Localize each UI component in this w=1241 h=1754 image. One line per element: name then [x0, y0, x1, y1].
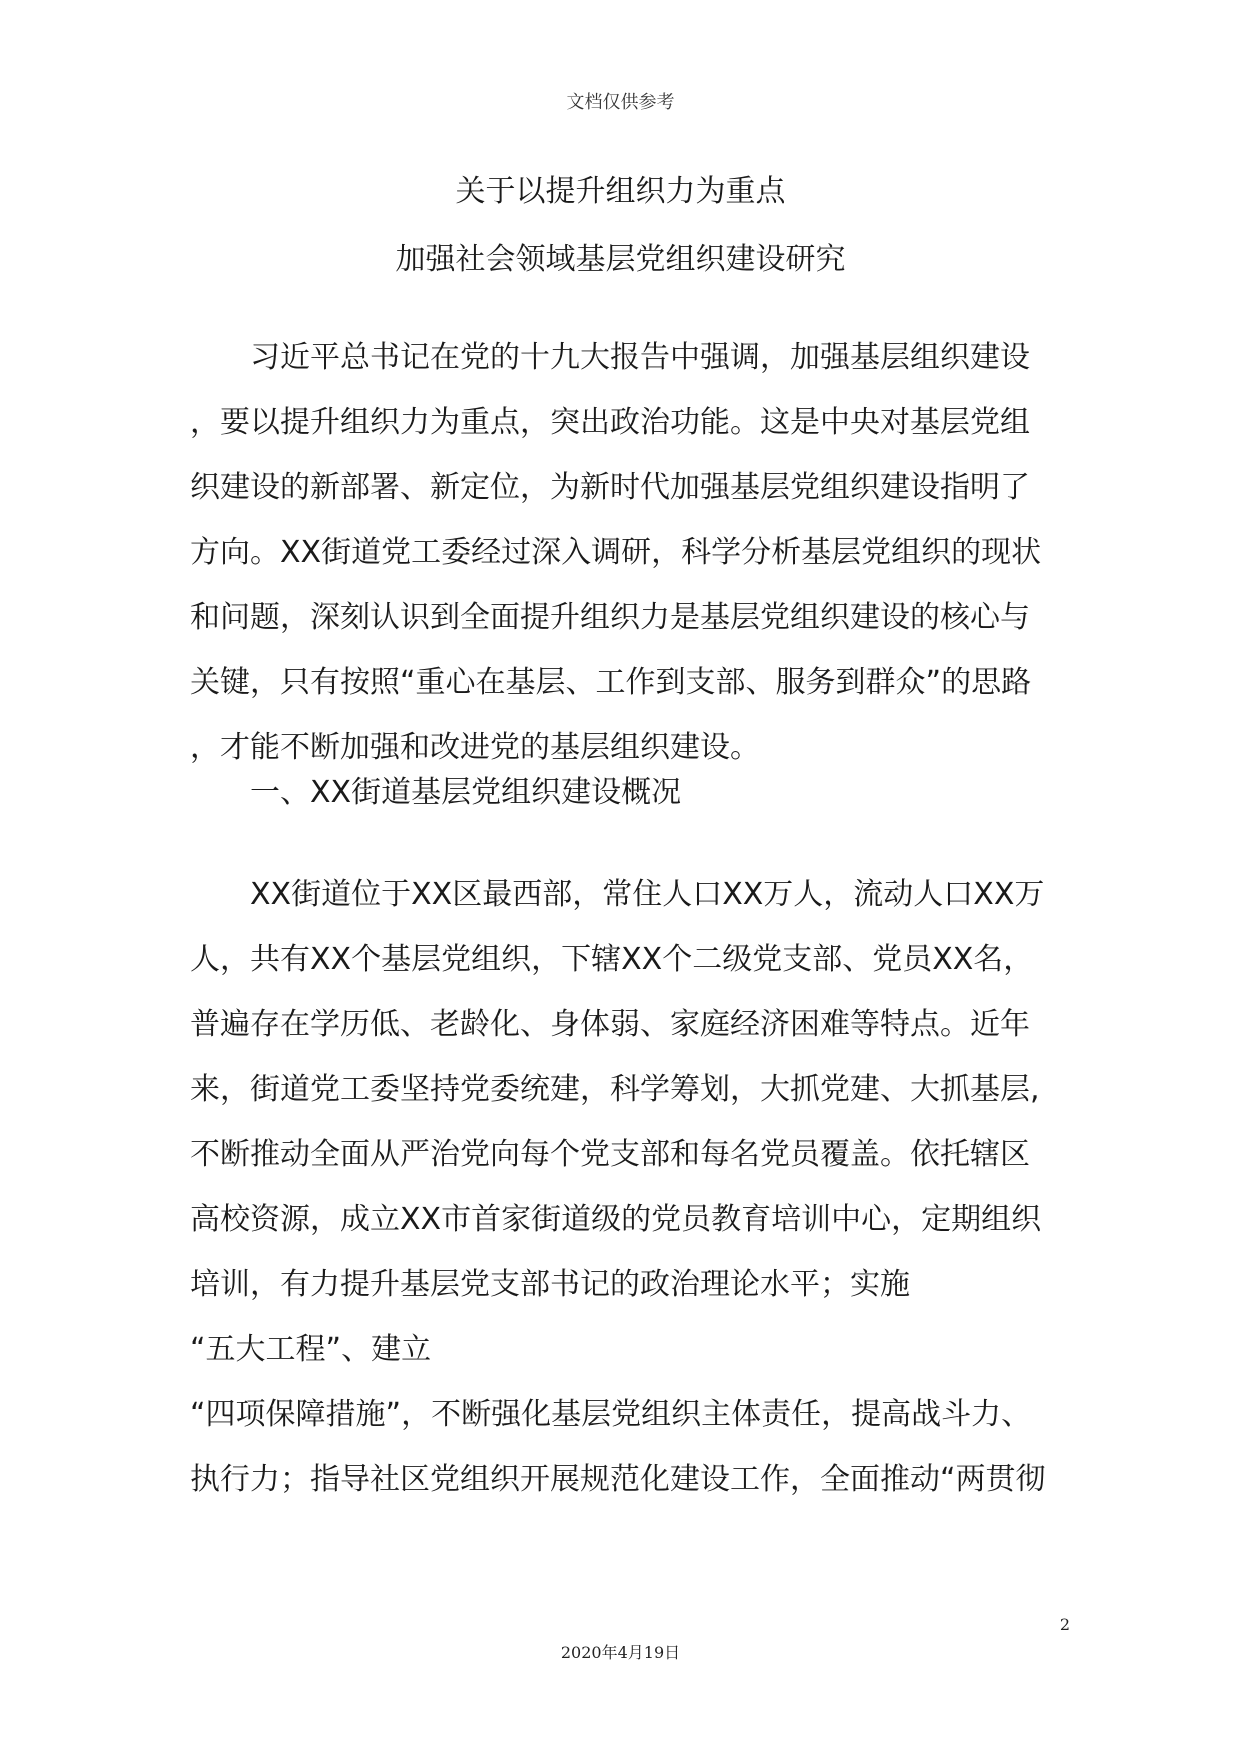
text-line: 人，共有XX个基层党组织，下辖XX个二级党支部、党员XX名， — [190, 942, 1034, 977]
text-line: 方向。XX街道党工委经过深入调研，科学分析基层党组织的现状 — [190, 535, 1042, 570]
paragraph-overview — [190, 862, 1070, 1512]
text-line: “四项保障措施”，不断强化基层党组织主体责任，提高战斗力、 — [190, 1397, 1032, 1432]
text-line: 来，街道党工委坚持党委统建，科学筹划，大抓党建、大抓基层, — [190, 1072, 1040, 1107]
document-title-line-2: 加强社会领域基层党组织建设研究 — [395, 242, 846, 277]
text-line: 执行力；指导社区党组织开展规范化建设工作，全面推动“两贯彻 — [190, 1462, 1046, 1497]
section-heading — [190, 760, 1070, 825]
text-line: 高校资源，成立XX市首家街道级的党员教育培训中心，定期组织 — [190, 1202, 1042, 1237]
text-line: XX街道位于XX区最西部，常住人口XX万人，流动人口XX万 — [250, 877, 1045, 912]
text-line: 织建设的新部署、新定位，为新时代加强基层党组织建设指明了 — [190, 470, 1030, 505]
header-note: 文档仅供参考 — [566, 92, 675, 113]
section-heading-text: 一、XX街道基层党组织建设概况 — [250, 775, 682, 810]
text-line: “五大工程”、建立 — [190, 1332, 432, 1367]
text-line: 培训，有力提升基层党支部书记的政治理论水平；实施 — [190, 1267, 910, 1302]
text-line: 普遍存在学历低、老龄化、身体弱、家庭经济困难等特点。近年 — [190, 1007, 1030, 1042]
text-line: 不断推动全面从严治党向每个党支部和每名党员覆盖。依托辖区 — [190, 1137, 1030, 1172]
footer-date: 2020年4月19日 — [560, 1643, 681, 1662]
text-line: 和问题，深刻认识到全面提升组织力是基层党组织建设的核心与 — [190, 600, 1030, 635]
text-line: 关键，只有按照“重心在基层、工作到支部、服务到群众”的思路 — [190, 665, 1032, 700]
text-line: 习近平总书记在党的十九大报告中强调，加强基层组织建设 — [250, 340, 1030, 375]
document-title-line-1: 关于以提升组织力为重点 — [455, 174, 786, 209]
text-line: ，才能不断加强和改进党的基层组织建设。 — [190, 730, 760, 765]
page-number: 2 — [1059, 1615, 1070, 1634]
paragraph-intro — [190, 325, 1070, 780]
text-line: ，要以提升组织力为重点，突出政治功能。这是中央对基层党组 — [190, 405, 1030, 440]
